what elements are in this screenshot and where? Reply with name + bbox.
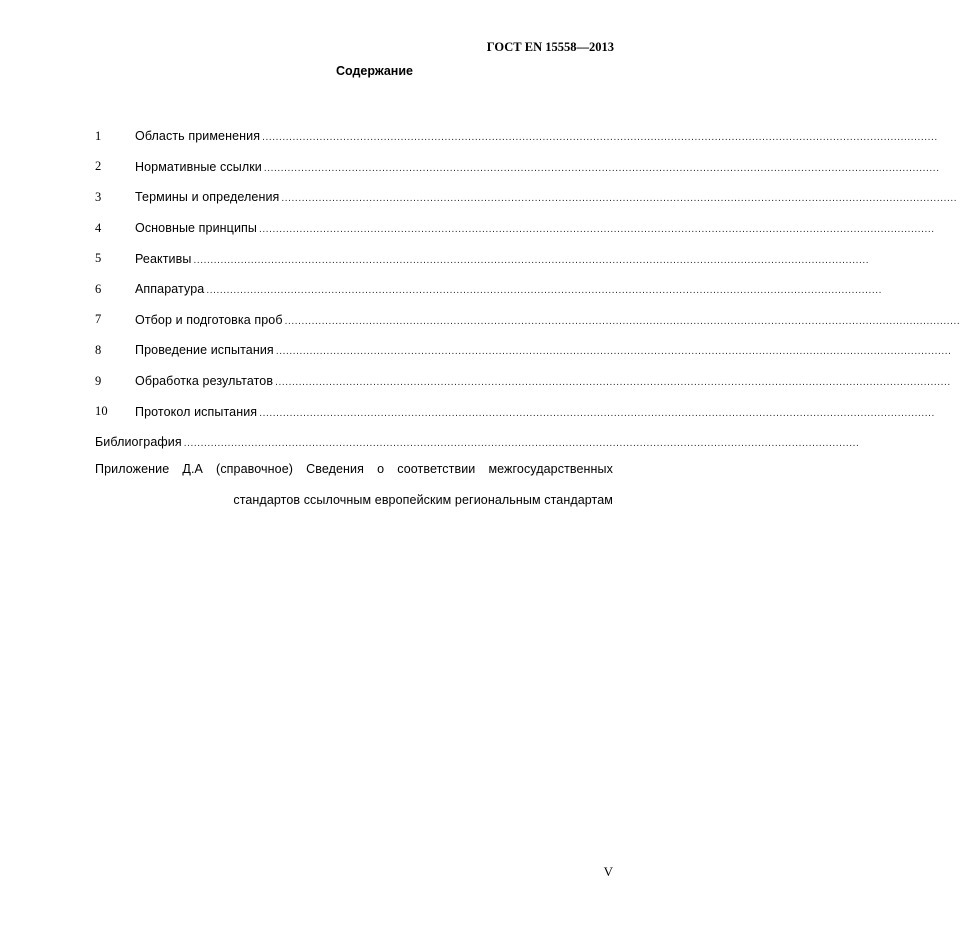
toc-entry[interactable] (95, 274, 883, 305)
toc-title: Реактивы (135, 251, 192, 266)
toc-title: Область применения (135, 129, 261, 144)
dot-leader: ........................................................................................................................................................................................................ (262, 132, 938, 144)
toc-number: 1 (95, 128, 102, 143)
dot-leader: ........................................................................................................................................................................................................ (183, 438, 860, 450)
toc-title: Обработка результатов (135, 374, 274, 389)
standard-code: ГОСТ EN 15558—2013 (486, 40, 614, 54)
toc-entry-annex[interactable] (95, 460, 613, 509)
toc-title: Библиография (95, 435, 182, 450)
dot-leader: ........................................................................................................................................................................................................ (275, 377, 951, 389)
toc-title: Протокол испытания (135, 404, 258, 419)
toc-title: Отбор и подготовка проб (135, 312, 283, 327)
dot-leader: ........................................................................................................................................................................................................ (259, 407, 935, 419)
toc-entry[interactable] (95, 152, 940, 183)
annex-title-line-1: Приложение Д.А (справочное) Сведения о соответствии межгосударственных (95, 462, 613, 476)
annex-title-line-2: стандартов ссылочным европейским региональным стандартам (233, 493, 613, 507)
toc-entry[interactable] (95, 305, 960, 336)
toc-number: 9 (95, 373, 102, 388)
dot-leader: ........................................................................................................................................................................................................ (193, 254, 870, 266)
toc-entry[interactable] (95, 396, 935, 427)
toc-entry[interactable] (95, 213, 935, 244)
page-title: Содержание (335, 64, 413, 78)
dot-leader: ........................................................................................................................................................................................................ (284, 315, 960, 327)
toc-number: 7 (95, 312, 102, 327)
toc-number: 3 (95, 189, 102, 204)
table-of-contents (95, 121, 960, 458)
toc-title: Основные принципы (135, 221, 257, 236)
toc-entry[interactable] (95, 182, 958, 213)
toc-number: 6 (95, 281, 102, 296)
toc-title: Термины и определения (135, 190, 280, 205)
toc-entry[interactable] (95, 243, 870, 274)
toc-entry-bibliography[interactable] (95, 427, 860, 458)
dot-leader: ........................................................................................................................................................................................................ (258, 224, 935, 236)
toc-number: 5 (95, 251, 102, 266)
toc-number: 8 (95, 342, 102, 357)
dot-leader: ........................................................................................................................................................................................................ (275, 346, 952, 358)
toc-number: 4 (95, 220, 102, 235)
toc-entry[interactable] (95, 335, 952, 366)
page-number: V (603, 864, 613, 879)
toc-number: 10 (95, 404, 108, 419)
toc-number: 2 (95, 159, 102, 174)
toc-entry[interactable] (95, 366, 951, 397)
dot-leader: ........................................................................................................................................................................................................ (206, 285, 883, 297)
dot-leader: ........................................................................................................................................................................................................ (281, 193, 958, 205)
dot-leader: ........................................................................................................................................................................................................ (263, 162, 940, 174)
toc-title: Нормативные ссылки (135, 159, 262, 174)
toc-title: Проведение испытания (135, 343, 274, 358)
toc-entry[interactable] (95, 121, 938, 152)
toc-title: Аппаратура (135, 282, 205, 297)
